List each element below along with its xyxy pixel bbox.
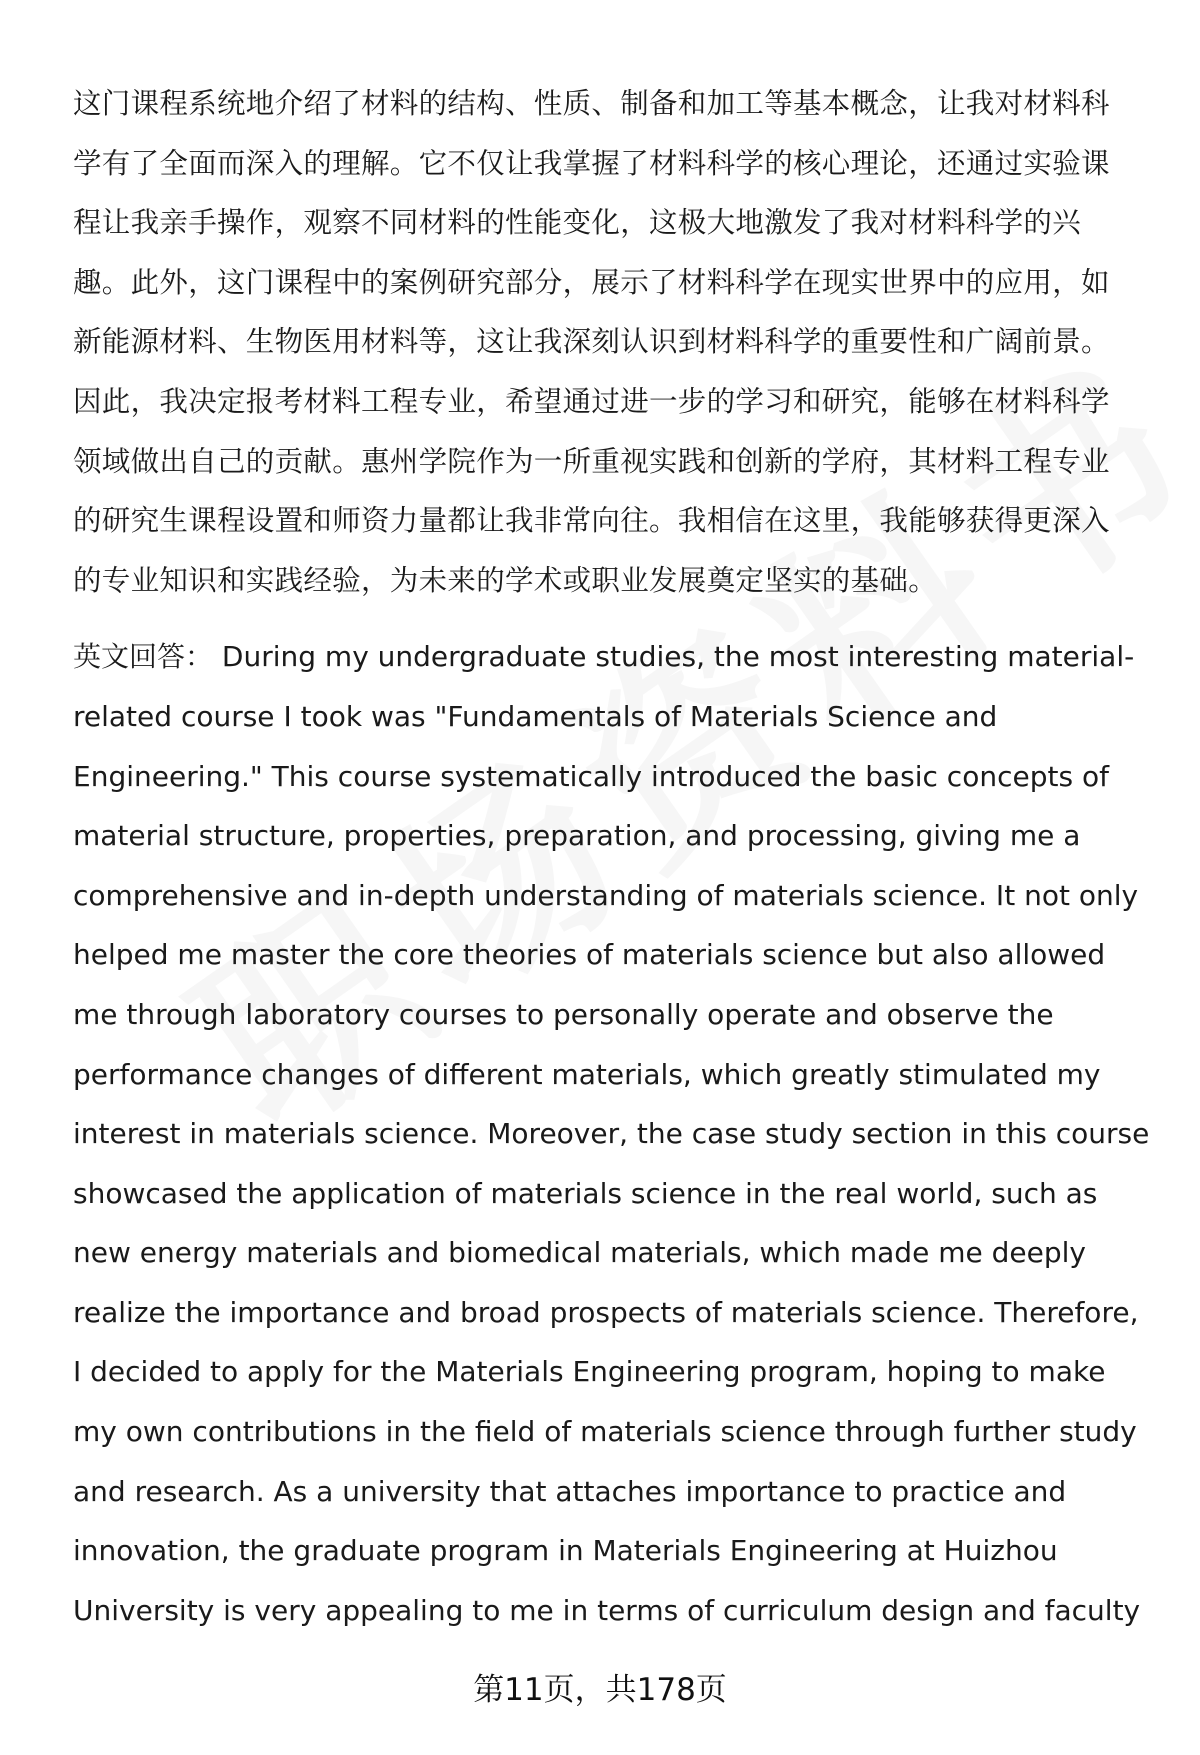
text-line: 因此，我决定报考材料工程专业，希望通过进一步的学习和研究，能够在材料科学 xyxy=(73,384,1110,418)
text-line: University is very appealing to me in terms of curriculum design and faculty xyxy=(73,1593,1141,1627)
text-line: material structure, properties, preparation, and processing, giving me a xyxy=(73,819,1081,853)
text-line: 领域做出自己的贡献。惠州学院作为一所重视实践和创新的学府，其材料工程专业 xyxy=(73,444,1110,478)
text-line: 学有了全面而深入的理解。它不仅让我掌握了材料科学的核心理论，还通过实验课 xyxy=(73,146,1110,180)
text-line: me through laboratory courses to personally operate and observe the xyxy=(73,997,1054,1031)
text-line: and research. As a university that attaches importance to practice and xyxy=(73,1474,1067,1508)
english-answer-paragraph xyxy=(73,627,1153,1640)
text-line: related course I took was "Fundamentals of Materials Science and xyxy=(73,699,998,733)
text-line: 英文回答： During my undergraduate studies, the most interesting material- xyxy=(73,640,1135,674)
text-line: innovation, the graduate program in Materials Engineering at Huizhou xyxy=(73,1534,1058,1568)
text-line: 的研究生课程设置和师资力量都让我非常向往。我相信在这里，我能够获得更深入 xyxy=(73,504,1110,538)
text-line: comprehensive and in-depth understanding of materials science. It not only xyxy=(73,878,1139,912)
text-line: 新能源材料、生物医用材料等，这让我深刻认识到材料科学的重要性和广阔前景。 xyxy=(73,325,1110,359)
text-line: showcased the application of materials science in the real world, such as xyxy=(73,1176,1098,1210)
text-line: I decided to apply for the Materials Engineering program, hoping to make xyxy=(73,1355,1106,1389)
chinese-answer-paragraph xyxy=(73,74,1153,610)
text-line: Engineering." This course systematically introduced the basic concepts of xyxy=(73,759,1109,793)
text-line: performance changes of different materials, which greatly stimulated my xyxy=(73,1057,1101,1091)
text-line: my own contributions in the field of materials science through further study xyxy=(73,1415,1137,1449)
text-line: 的专业知识和实践经验，为未来的学术或职业发展奠定坚实的基础。 xyxy=(73,563,938,597)
text-line: interest in materials science. Moreover, the case study section in this course xyxy=(73,1117,1150,1151)
page-number-footer: 第11页，共178页 xyxy=(473,1672,727,1708)
text-line: helped me master the core theories of materials science but also allowed xyxy=(73,938,1106,972)
text-line: realize the importance and broad prospects of materials science. Therefore, xyxy=(73,1295,1139,1329)
text-line: new energy materials and biomedical materials, which made me deeply xyxy=(73,1236,1086,1270)
text-line: 这门课程系统地介绍了材料的结构、性质、制备和加工等基本概念，让我对材料科 xyxy=(73,87,1110,120)
text-line: 趣。此外，这门课程中的案例研究部分，展示了材料科学在现实世界中的应用，如 xyxy=(73,265,1110,299)
document-body xyxy=(73,74,1153,1640)
text-line: 程让我亲手操作，观察不同材料的性能变化，这极大地激发了我对材料科学的兴 xyxy=(73,206,1082,240)
